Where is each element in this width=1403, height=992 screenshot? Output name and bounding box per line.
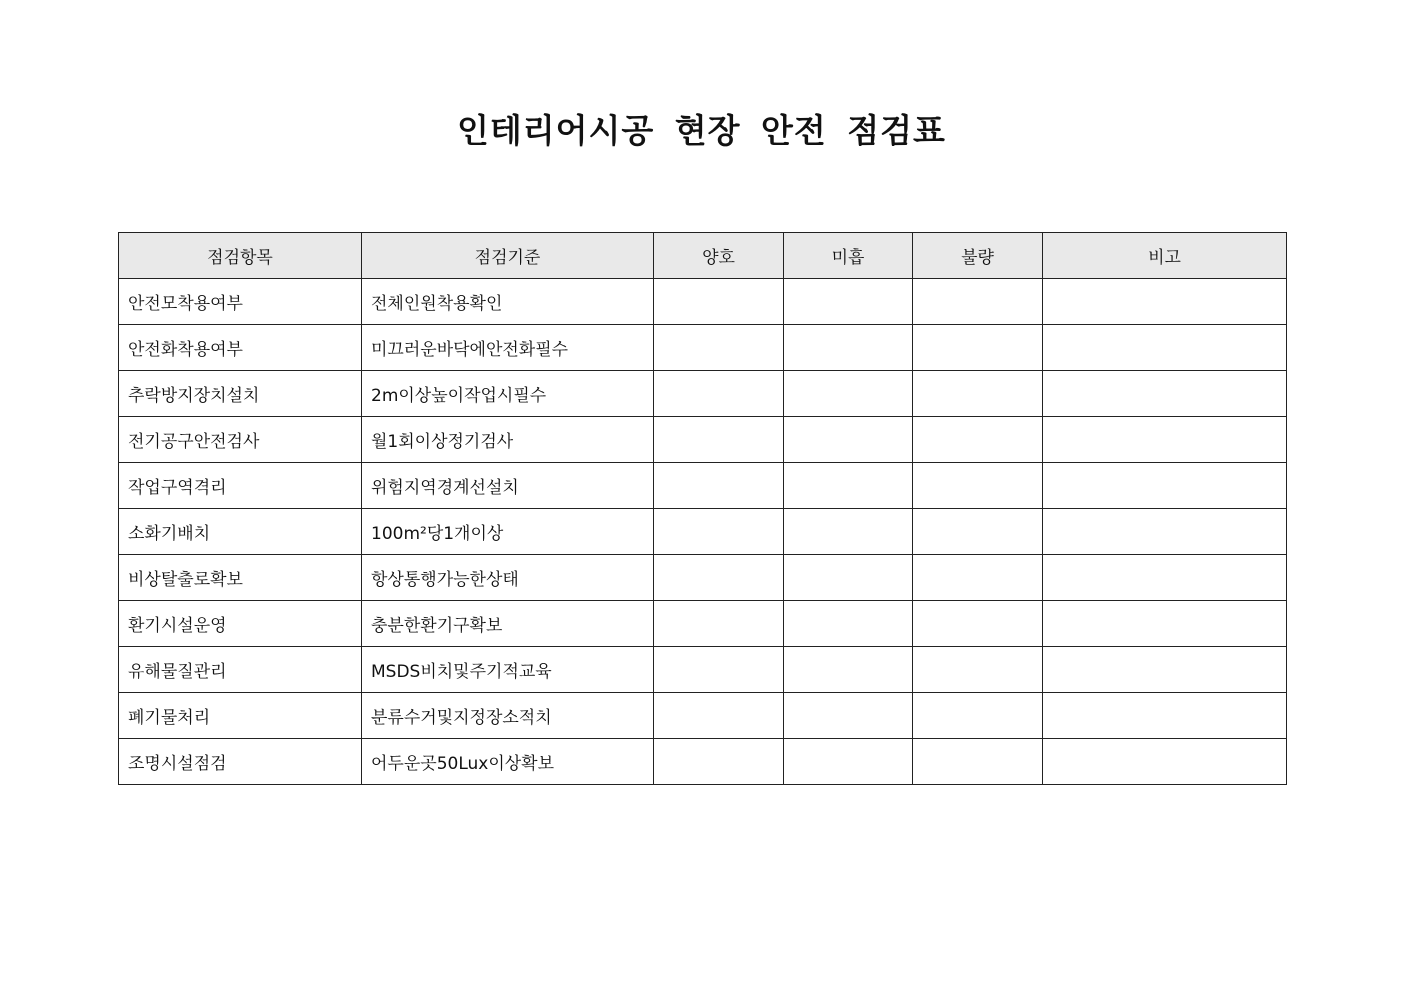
inspection-item-cell: 환기시설운영: [119, 601, 362, 647]
insufficient-cell[interactable]: [784, 279, 913, 325]
header-insufficient: 미흡: [784, 233, 913, 279]
remarks-cell[interactable]: [1043, 693, 1287, 739]
inspection-item-cell: 소화기배치: [119, 509, 362, 555]
inspection-item-cell: 조명시설점검: [119, 739, 362, 785]
safety-checklist-table: [118, 232, 1287, 785]
good-cell[interactable]: [654, 601, 784, 647]
good-cell[interactable]: [654, 279, 784, 325]
inspection-criteria-cell: 위험지역경계선설치: [362, 463, 654, 509]
remarks-cell[interactable]: [1043, 463, 1287, 509]
good-cell[interactable]: [654, 647, 784, 693]
poor-cell[interactable]: [913, 739, 1043, 785]
header-inspection-criteria: 점검기준: [362, 233, 654, 279]
good-cell[interactable]: [654, 555, 784, 601]
poor-cell[interactable]: [913, 417, 1043, 463]
inspection-item-cell: 안전모착용여부: [119, 279, 362, 325]
good-cell[interactable]: [654, 325, 784, 371]
document-title: 인테리어시공 현장 안전 점검표: [457, 111, 946, 150]
poor-cell[interactable]: [913, 325, 1043, 371]
inspection-item-cell: 작업구역격리: [119, 463, 362, 509]
insufficient-cell[interactable]: [784, 417, 913, 463]
remarks-cell[interactable]: [1043, 325, 1287, 371]
header-poor: 불량: [913, 233, 1043, 279]
poor-cell[interactable]: [913, 279, 1043, 325]
inspection-criteria-cell: 충분한환기구확보: [362, 601, 654, 647]
poor-cell[interactable]: [913, 509, 1043, 555]
poor-cell[interactable]: [913, 463, 1043, 509]
header-remarks: 비고: [1043, 233, 1287, 279]
remarks-cell[interactable]: [1043, 647, 1287, 693]
table-row: [119, 417, 1287, 463]
insufficient-cell[interactable]: [784, 371, 913, 417]
remarks-cell[interactable]: [1043, 601, 1287, 647]
inspection-criteria-cell: 2m이상높이작업시필수: [362, 371, 654, 417]
inspection-criteria-cell: MSDS비치및주기적교육: [362, 647, 654, 693]
insufficient-cell[interactable]: [784, 647, 913, 693]
inspection-item-cell: 비상탈출로확보: [119, 555, 362, 601]
insufficient-cell[interactable]: [784, 509, 913, 555]
inspection-item-cell: 폐기물처리: [119, 693, 362, 739]
good-cell[interactable]: [654, 693, 784, 739]
inspection-item-cell: 전기공구안전검사: [119, 417, 362, 463]
remarks-cell[interactable]: [1043, 509, 1287, 555]
table-row: [119, 463, 1287, 509]
good-cell[interactable]: [654, 417, 784, 463]
table-row: [119, 555, 1287, 601]
remarks-cell[interactable]: [1043, 371, 1287, 417]
inspection-criteria-cell: 월1회이상정기검사: [362, 417, 654, 463]
header-row: [119, 233, 1287, 279]
table-body: [119, 279, 1287, 785]
poor-cell[interactable]: [913, 647, 1043, 693]
table-row: [119, 647, 1287, 693]
insufficient-cell[interactable]: [784, 555, 913, 601]
remarks-cell[interactable]: [1043, 739, 1287, 785]
header-inspection-item: 점검항목: [119, 233, 362, 279]
insufficient-cell[interactable]: [784, 739, 913, 785]
inspection-criteria-cell: 분류수거및지정장소적치: [362, 693, 654, 739]
table-row: [119, 739, 1287, 785]
header-good: 양호: [654, 233, 784, 279]
table-row: [119, 325, 1287, 371]
inspection-criteria-cell: 미끄러운바닥에안전화필수: [362, 325, 654, 371]
inspection-criteria-cell: 항상통행가능한상태: [362, 555, 654, 601]
inspection-item-cell: 안전화착용여부: [119, 325, 362, 371]
insufficient-cell[interactable]: [784, 693, 913, 739]
inspection-item-cell: 유해물질관리: [119, 647, 362, 693]
poor-cell[interactable]: [913, 555, 1043, 601]
insufficient-cell[interactable]: [784, 601, 913, 647]
table-row: [119, 509, 1287, 555]
poor-cell[interactable]: [913, 601, 1043, 647]
table-row: [119, 601, 1287, 647]
good-cell[interactable]: [654, 463, 784, 509]
inspection-criteria-cell: 어두운곳50Lux이상확보: [362, 739, 654, 785]
remarks-cell[interactable]: [1043, 555, 1287, 601]
inspection-criteria-cell: 전체인원착용확인: [362, 279, 654, 325]
good-cell[interactable]: [654, 739, 784, 785]
insufficient-cell[interactable]: [784, 463, 913, 509]
inspection-criteria-cell: 100m²당1개이상: [362, 509, 654, 555]
good-cell[interactable]: [654, 509, 784, 555]
table-row: [119, 371, 1287, 417]
inspection-item-cell: 추락방지장치설치: [119, 371, 362, 417]
insufficient-cell[interactable]: [784, 325, 913, 371]
poor-cell[interactable]: [913, 693, 1043, 739]
poor-cell[interactable]: [913, 371, 1043, 417]
table-row: [119, 279, 1287, 325]
remarks-cell[interactable]: [1043, 417, 1287, 463]
remarks-cell[interactable]: [1043, 279, 1287, 325]
good-cell[interactable]: [654, 371, 784, 417]
table-row: [119, 693, 1287, 739]
